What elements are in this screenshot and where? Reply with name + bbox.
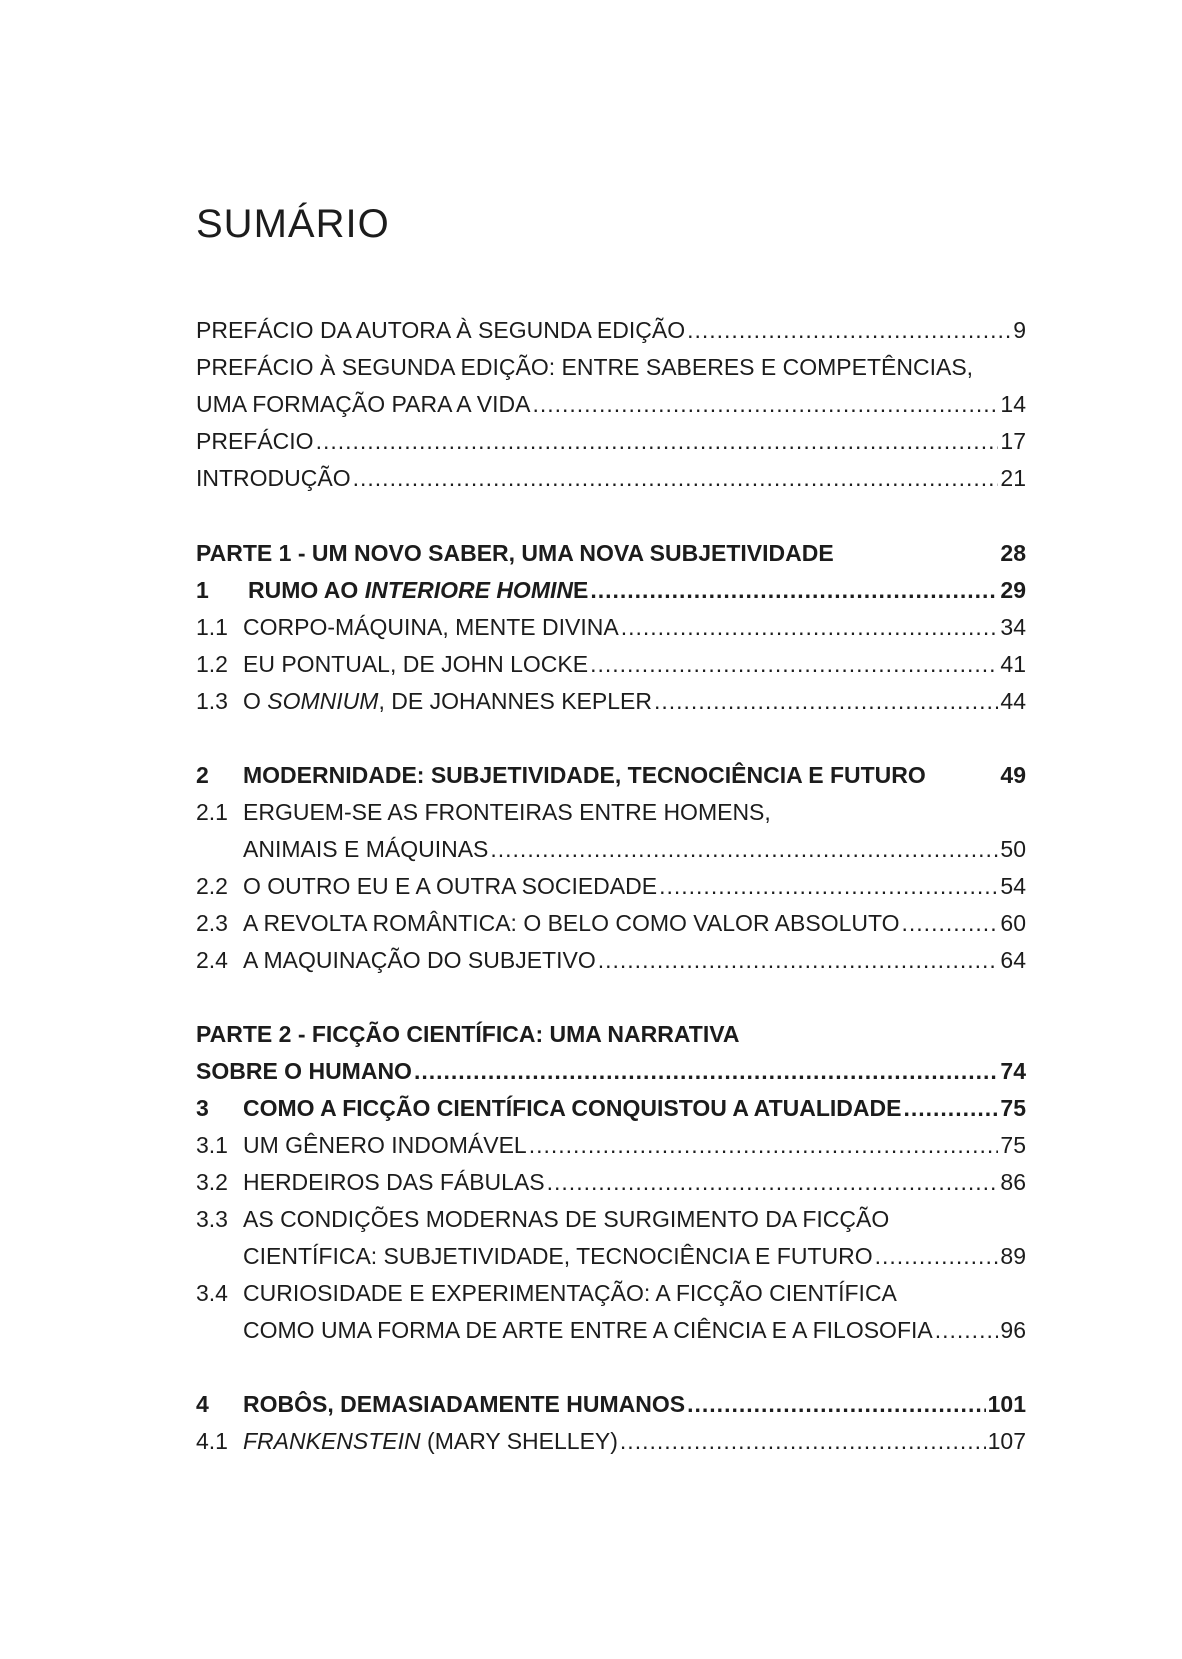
entry-title: ROBÔS, DEMASIADAMENTE HUMANOS (243, 1391, 686, 1417)
entry-title: UM GÊNERO INDOMÁVEL (243, 1132, 527, 1158)
entry-title: A REVOLTA ROMÂNTICA: O BELO COMO VALOR ABSOLUTO (243, 910, 900, 936)
entry-title: ERGUEM-SE AS FRONTEIRAS ENTRE HOMENS, (243, 799, 771, 825)
toc-entry (196, 1238, 1026, 1275)
page-number: 28 (1000, 540, 1026, 566)
entry-number: 3.2 (196, 1169, 228, 1195)
dot-leader (902, 905, 999, 942)
page-number: 29 (1000, 577, 1026, 603)
toc-part-heading (196, 535, 1026, 572)
entry-number: 3.3 (196, 1206, 228, 1232)
dot-leader (598, 942, 999, 979)
dot-leader (903, 1090, 998, 1127)
page-number: 21 (1000, 465, 1026, 491)
dot-leader (414, 1053, 998, 1090)
entry-number: 1.1 (196, 614, 228, 640)
entry-title: PARTE 2 - FICÇÃO CIENTÍFICA: UMA NARRATIVA (196, 1021, 740, 1047)
entry-title: UMA FORMAÇÃO PARA A VIDA (196, 391, 531, 417)
dot-leader (316, 423, 999, 460)
toc-entry (196, 386, 1026, 423)
toc-entry (196, 646, 1026, 683)
entry-title: AS CONDIÇÕES MODERNAS DE SURGIMENTO DA FICÇÃO (243, 1206, 890, 1232)
entry-number: 1 (196, 577, 209, 603)
entry-number: 4.1 (196, 1428, 228, 1454)
entry-number: 2.4 (196, 947, 228, 973)
dot-leader (532, 386, 998, 423)
toc-entry (196, 1127, 1026, 1164)
dot-leader (547, 1164, 999, 1201)
page-number: 96 (1000, 1317, 1026, 1343)
page-number: 14 (1000, 391, 1026, 417)
entry-number: 2.1 (196, 799, 228, 825)
entry-number: 3.1 (196, 1132, 228, 1158)
toc-chapter (196, 757, 1026, 794)
page-number: 50 (1000, 836, 1026, 862)
toc-entry (196, 905, 1026, 942)
dot-leader (875, 1238, 999, 1275)
dot-leader (687, 1386, 986, 1423)
dot-leader (490, 831, 998, 868)
toc-chapter (196, 1386, 1026, 1423)
dot-leader (659, 868, 998, 905)
page-number: 89 (1000, 1243, 1026, 1269)
page-number: 54 (1000, 873, 1026, 899)
entry-title: PARTE 1 - UM NOVO SABER, UMA NOVA SUBJETIVIDADE (196, 540, 834, 566)
page-number: 101 (987, 1391, 1026, 1417)
toc-chapter (196, 1090, 1026, 1127)
page-number: 41 (1000, 651, 1026, 677)
dot-leader (590, 572, 998, 609)
entry-number: 2.3 (196, 910, 228, 936)
toc-entry (196, 1423, 1026, 1460)
toc-entry (196, 942, 1026, 979)
entry-title: PREFÁCIO (196, 428, 314, 454)
dot-leader (529, 1127, 999, 1164)
entry-title: COMO UMA FORMA DE ARTE ENTRE A CIÊNCIA E A FILOSOFIA (243, 1317, 933, 1343)
entry-number: 1.3 (196, 688, 228, 714)
toc-entry (196, 312, 1026, 349)
entry-title: MODERNIDADE: SUBJETIVIDADE, TECNOCIÊNCIA E FUTURO (243, 762, 926, 788)
toc-entry (196, 794, 1026, 831)
entry-title: ANIMAIS E MÁQUINAS (243, 836, 489, 862)
page-number: 64 (1000, 947, 1026, 973)
entry-title: HERDEIROS DAS FÁBULAS (243, 1169, 545, 1195)
toc-entry (196, 609, 1026, 646)
entry-title: SOBRE O HUMANO (196, 1058, 412, 1084)
toc-entry (196, 1312, 1026, 1349)
toc-part-heading (196, 1016, 1026, 1053)
page-number: 86 (1000, 1169, 1026, 1195)
page-number: 107 (987, 1428, 1026, 1454)
entry-number: 2.2 (196, 873, 228, 899)
toc-entry (196, 831, 1026, 868)
page-number: 60 (1000, 910, 1026, 936)
toc-entry (196, 1275, 1026, 1312)
page-number: 9 (1013, 317, 1026, 343)
entry-title: A MAQUINAÇÃO DO SUBJETIVO (243, 947, 596, 973)
dot-leader (620, 1423, 986, 1460)
entry-number: 2 (196, 762, 209, 788)
entry-number: 1.2 (196, 651, 228, 677)
entry-number: 4 (196, 1391, 209, 1417)
entry-title: CURIOSIDADE E EXPERIMENTAÇÃO: A FICÇÃO CIENTÍFICA (243, 1280, 897, 1306)
dot-leader (654, 683, 998, 720)
toc-entry (196, 1201, 1026, 1238)
page-number: 74 (1000, 1058, 1026, 1084)
page-number: 75 (1000, 1095, 1026, 1121)
toc-entry (196, 1164, 1026, 1201)
toc-chapter (196, 572, 1026, 609)
entry-title: INTRODUÇÃO (196, 465, 351, 491)
dot-leader (590, 646, 998, 683)
page-title: SUMÁRIO (196, 202, 390, 246)
entry-number: 3 (196, 1095, 209, 1121)
toc-entry (196, 423, 1026, 460)
dot-leader (935, 1312, 999, 1349)
dot-leader (621, 609, 999, 646)
entry-title: O SOMNIUM, DE JOHANNES KEPLER (243, 688, 652, 714)
toc-entry (196, 349, 1026, 386)
entry-title: RUMO AO INTERIORE HOMINE (248, 577, 589, 603)
entry-title: EU PONTUAL, DE JOHN LOCKE (243, 651, 589, 677)
page-number: 75 (1000, 1132, 1026, 1158)
toc-entry (196, 868, 1026, 905)
page-number: 17 (1000, 428, 1026, 454)
entry-title: O OUTRO EU E A OUTRA SOCIEDADE (243, 873, 658, 899)
page-number: 49 (1000, 762, 1026, 788)
entry-title: CORPO-MÁQUINA, MENTE DIVINA (243, 614, 619, 640)
entry-title: PREFÁCIO À SEGUNDA EDIÇÃO: ENTRE SABERES E COMPETÊNCIAS, (196, 354, 974, 380)
page-number: 34 (1000, 614, 1026, 640)
entry-number: 3.4 (196, 1280, 228, 1306)
entry-title: COMO A FICÇÃO CIENTÍFICA CONQUISTOU A ATUALIDADE (243, 1095, 902, 1121)
toc-entry (196, 460, 1026, 497)
toc-entry (196, 683, 1026, 720)
entry-title: CIENTÍFICA: SUBJETIVIDADE, TECNOCIÊNCIA E FUTURO (243, 1243, 873, 1269)
dot-leader (687, 312, 1011, 349)
dot-leader (353, 460, 999, 497)
entry-title: PREFÁCIO DA AUTORA À SEGUNDA EDIÇÃO (196, 317, 686, 343)
entry-title: FRANKENSTEIN (MARY SHELLEY) (243, 1428, 618, 1454)
page-number: 44 (1000, 688, 1026, 714)
toc-part-heading (196, 1053, 1026, 1090)
